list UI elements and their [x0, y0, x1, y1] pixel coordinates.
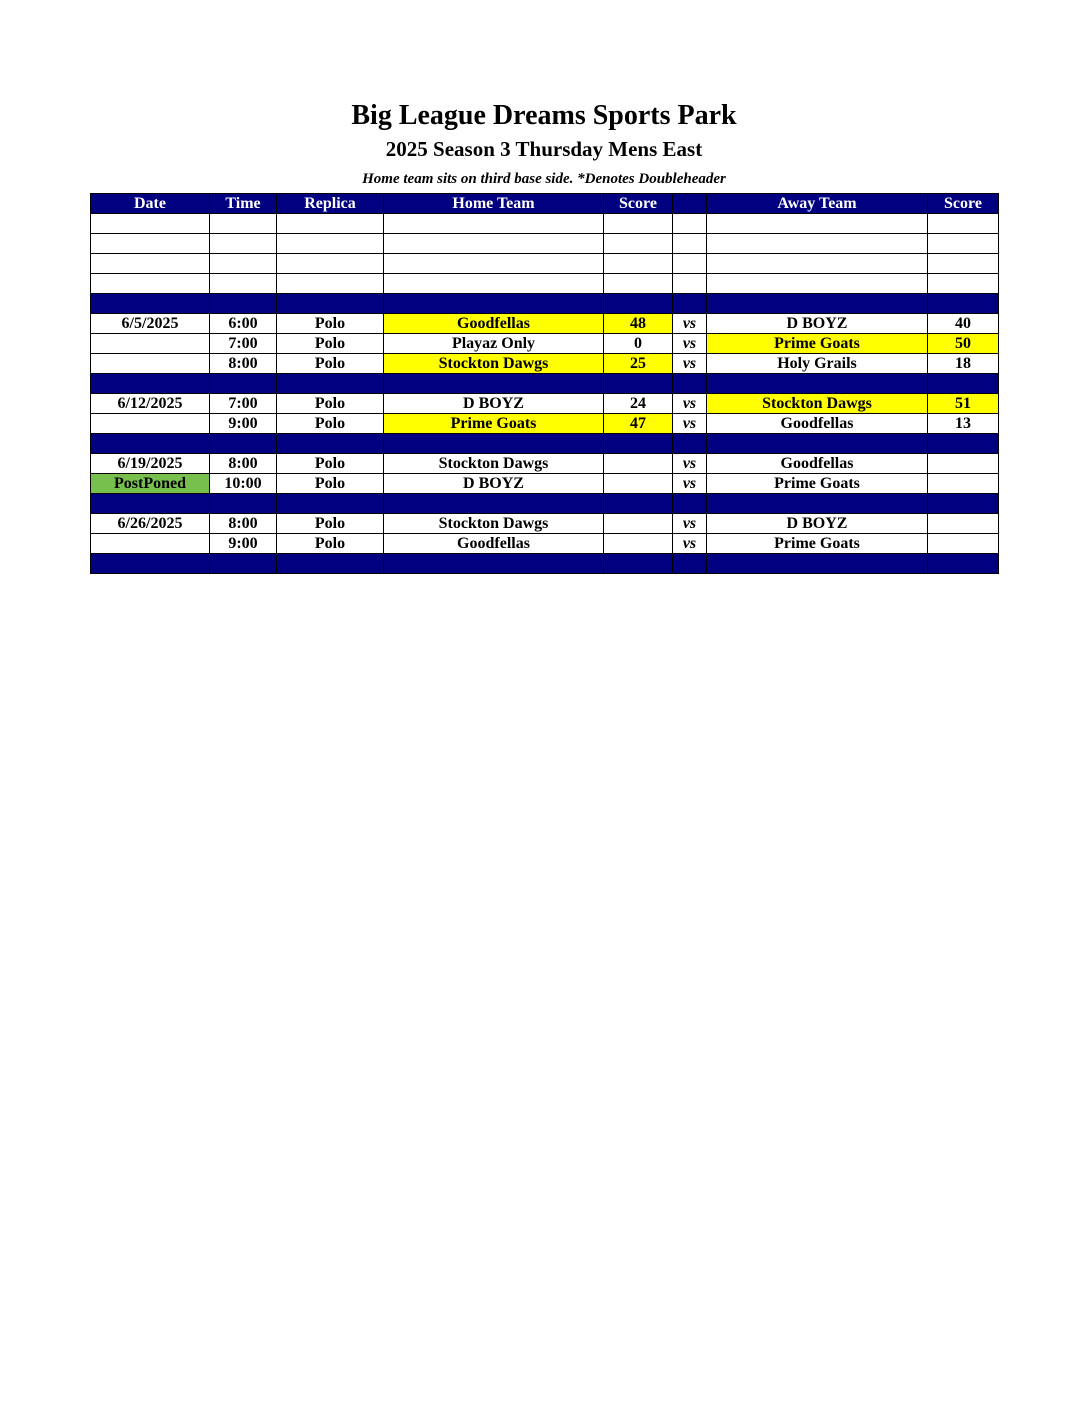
empty-cell: [604, 234, 673, 254]
away-team: Goodfellas: [707, 454, 928, 474]
home-score: [604, 454, 673, 474]
game-row: [91, 454, 999, 474]
empty-cell: [91, 214, 210, 234]
game-row: [91, 514, 999, 534]
home-team: Stockton Dawgs: [384, 354, 604, 374]
empty-cell: [210, 214, 277, 234]
empty-cell: [707, 214, 928, 234]
empty-cell: [210, 254, 277, 274]
home-team: Prime Goats: [384, 414, 604, 434]
empty-cell: [604, 214, 673, 234]
separator-cell: [707, 374, 928, 394]
away-team: Prime Goats: [707, 534, 928, 554]
away-score: 18: [928, 354, 999, 374]
home-score: [604, 534, 673, 554]
home-team: Stockton Dawgs: [384, 514, 604, 534]
empty-cell: [673, 274, 707, 294]
game-field: Polo: [277, 314, 384, 334]
game-row: [91, 474, 999, 494]
away-team: Holy Grails: [707, 354, 928, 374]
separator-cell: [91, 294, 210, 314]
empty-cell: [673, 214, 707, 234]
home-score: 47: [604, 414, 673, 434]
column-header-time: Time: [210, 194, 277, 214]
game-time: 9:00: [210, 534, 277, 554]
vs-label: vs: [673, 454, 707, 474]
empty-cell: [384, 214, 604, 234]
separator-row: [91, 554, 999, 574]
vs-label: vs: [673, 314, 707, 334]
away-team: Goodfellas: [707, 414, 928, 434]
separator-cell: [707, 554, 928, 574]
separator-cell: [91, 434, 210, 454]
header-row: [91, 194, 999, 214]
away-score: [928, 534, 999, 554]
separator-cell: [673, 434, 707, 454]
empty-row: [91, 274, 999, 294]
separator-cell: [928, 294, 999, 314]
empty-cell: [384, 274, 604, 294]
separator-cell: [384, 434, 604, 454]
separator-cell: [210, 494, 277, 514]
home-score: 48: [604, 314, 673, 334]
game-row: [91, 314, 999, 334]
vs-label: vs: [673, 414, 707, 434]
separator-cell: [210, 554, 277, 574]
game-field: Polo: [277, 334, 384, 354]
empty-cell: [210, 274, 277, 294]
separator-cell: [210, 294, 277, 314]
separator-row: [91, 294, 999, 314]
home-score: 24: [604, 394, 673, 414]
game-time: 8:00: [210, 354, 277, 374]
empty-cell: [707, 274, 928, 294]
vs-label: vs: [673, 514, 707, 534]
separator-cell: [604, 494, 673, 514]
separator-cell: [604, 434, 673, 454]
game-time: 8:00: [210, 514, 277, 534]
separator-row: [91, 374, 999, 394]
home-score: 0: [604, 334, 673, 354]
game-date: [91, 414, 210, 434]
away-team: Stockton Dawgs: [707, 394, 928, 414]
game-row: [91, 534, 999, 554]
separator-cell: [707, 494, 928, 514]
game-date: 6/26/2025: [91, 514, 210, 534]
empty-cell: [277, 274, 384, 294]
home-team: D BOYZ: [384, 394, 604, 414]
column-header-home-score: Score: [604, 194, 673, 214]
separator-cell: [210, 434, 277, 454]
empty-cell: [277, 214, 384, 234]
away-score: [928, 474, 999, 494]
game-row: [91, 414, 999, 434]
empty-cell: [91, 254, 210, 274]
empty-cell: [91, 234, 210, 254]
separator-cell: [91, 374, 210, 394]
empty-cell: [91, 274, 210, 294]
game-date: 6/12/2025: [91, 394, 210, 414]
schedule-table: [90, 193, 999, 574]
game-field: Polo: [277, 514, 384, 534]
column-header-vs: [673, 194, 707, 214]
separator-cell: [928, 434, 999, 454]
home-team: Stockton Dawgs: [384, 454, 604, 474]
separator-cell: [277, 434, 384, 454]
home-team: Goodfellas: [384, 534, 604, 554]
empty-cell: [277, 234, 384, 254]
game-row: [91, 394, 999, 414]
separator-cell: [673, 494, 707, 514]
away-team: D BOYZ: [707, 314, 928, 334]
game-field: Polo: [277, 454, 384, 474]
game-date: 6/19/2025: [91, 454, 210, 474]
vs-label: vs: [673, 334, 707, 354]
empty-cell: [384, 234, 604, 254]
away-team: Prime Goats: [707, 474, 928, 494]
postponed-status: PostPoned: [91, 474, 210, 494]
game-time: 10:00: [210, 474, 277, 494]
home-score: 25: [604, 354, 673, 374]
empty-cell: [277, 254, 384, 274]
vs-label: vs: [673, 394, 707, 414]
separator-cell: [604, 554, 673, 574]
empty-cell: [384, 254, 604, 274]
home-team: Playaz Only: [384, 334, 604, 354]
empty-cell: [707, 254, 928, 274]
game-time: 7:00: [210, 394, 277, 414]
empty-cell: [928, 254, 999, 274]
game-time: 8:00: [210, 454, 277, 474]
empty-cell: [604, 274, 673, 294]
separator-cell: [673, 374, 707, 394]
empty-cell: [673, 234, 707, 254]
game-date: [91, 354, 210, 374]
vs-label: vs: [673, 474, 707, 494]
separator-cell: [384, 554, 604, 574]
separator-cell: [91, 494, 210, 514]
separator-cell: [673, 294, 707, 314]
away-team: D BOYZ: [707, 514, 928, 534]
separator-cell: [277, 494, 384, 514]
home-team: D BOYZ: [384, 474, 604, 494]
home-team: Goodfellas: [384, 314, 604, 334]
separator-cell: [277, 374, 384, 394]
game-row: [91, 354, 999, 374]
column-header-away-score: Score: [928, 194, 999, 214]
separator-cell: [384, 494, 604, 514]
game-field: Polo: [277, 474, 384, 494]
away-score: [928, 454, 999, 474]
empty-cell: [673, 254, 707, 274]
vs-label: vs: [673, 534, 707, 554]
empty-cell: [928, 274, 999, 294]
game-time: 7:00: [210, 334, 277, 354]
game-time: 6:00: [210, 314, 277, 334]
game-field: Polo: [277, 414, 384, 434]
vs-label: vs: [673, 354, 707, 374]
away-score: 13: [928, 414, 999, 434]
game-field: Polo: [277, 394, 384, 414]
game-field: Polo: [277, 354, 384, 374]
separator-cell: [384, 294, 604, 314]
empty-cell: [707, 234, 928, 254]
away-score: 51: [928, 394, 999, 414]
separator-cell: [91, 554, 210, 574]
game-field: Polo: [277, 534, 384, 554]
empty-row: [91, 234, 999, 254]
game-date: 6/5/2025: [91, 314, 210, 334]
game-time: 9:00: [210, 414, 277, 434]
separator-cell: [604, 374, 673, 394]
page-subtitle: 2025 Season 3 Thursday Mens East: [385, 137, 703, 161]
separator-cell: [384, 374, 604, 394]
separator-cell: [210, 374, 277, 394]
page-title: Big League Dreams Sports Park: [351, 100, 737, 131]
empty-cell: [210, 234, 277, 254]
empty-cell: [928, 214, 999, 234]
home-score: [604, 474, 673, 494]
separator-cell: [277, 294, 384, 314]
column-header-away-team: Away Team: [707, 194, 928, 214]
separator-cell: [707, 294, 928, 314]
separator-cell: [928, 494, 999, 514]
column-header-replica: Replica: [277, 194, 384, 214]
away-team: Prime Goats: [707, 334, 928, 354]
game-row: [91, 334, 999, 354]
column-header-home-team: Home Team: [384, 194, 604, 214]
column-header-date: Date: [91, 194, 210, 214]
away-score: [928, 514, 999, 534]
game-date: [91, 534, 210, 554]
separator-cell: [928, 554, 999, 574]
away-score: 40: [928, 314, 999, 334]
separator-cell: [928, 374, 999, 394]
empty-cell: [604, 254, 673, 274]
separator-cell: [673, 554, 707, 574]
empty-row: [91, 214, 999, 234]
separator-row: [91, 494, 999, 514]
separator-cell: [277, 554, 384, 574]
empty-cell: [928, 234, 999, 254]
home-score: [604, 514, 673, 534]
empty-row: [91, 254, 999, 274]
separator-cell: [604, 294, 673, 314]
schedule-note: Home team sits on third base side. *Denotes Doubleheader: [362, 171, 726, 187]
game-date: [91, 334, 210, 354]
separator-row: [91, 434, 999, 454]
away-score: 50: [928, 334, 999, 354]
separator-cell: [707, 434, 928, 454]
